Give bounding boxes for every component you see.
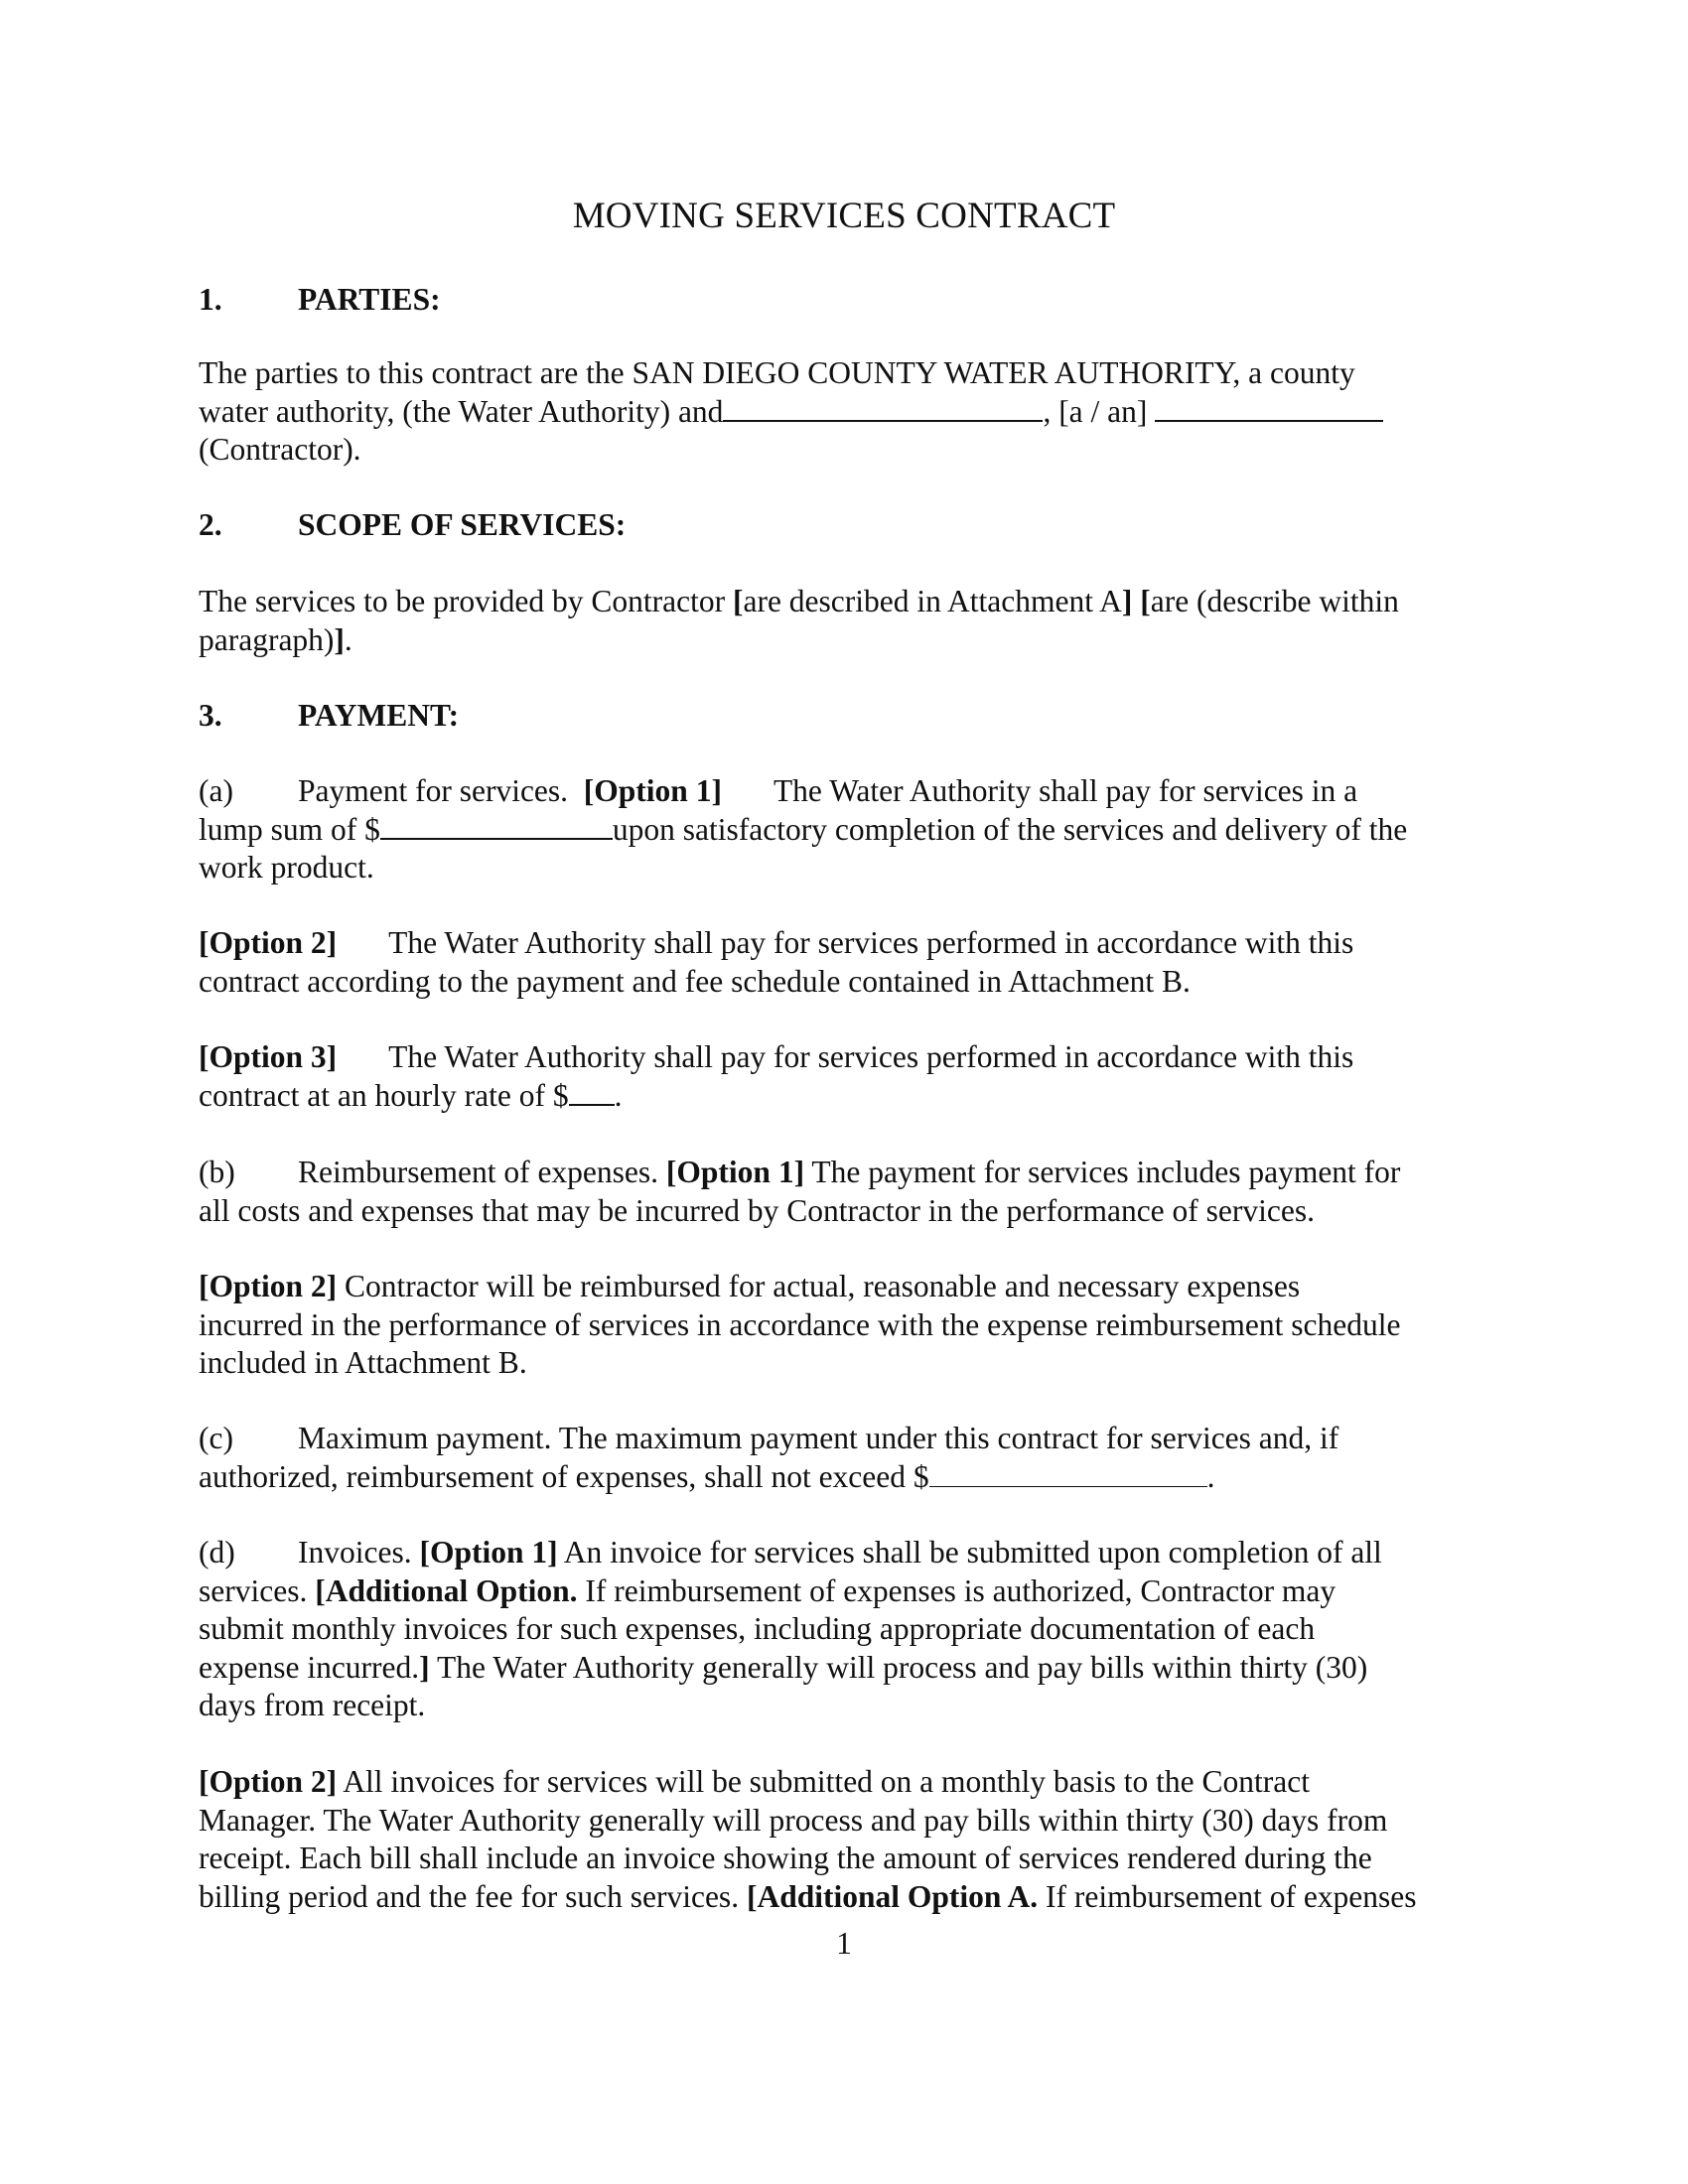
bracket: ] xyxy=(1121,584,1133,618)
payment-option-3 xyxy=(199,1038,1479,1115)
bracket: [ xyxy=(732,584,744,618)
hourly-rate-blank xyxy=(569,1078,615,1106)
text-run: The Water Authority generally will process and pay bills within thirty (30) xyxy=(436,1649,1368,1685)
text-run: services. xyxy=(199,1572,308,1608)
option-tag: [Option 1] xyxy=(419,1535,558,1570)
text-run: The Water Authority shall pay for services performed in accordance with this xyxy=(388,925,1354,960)
paragraph-line xyxy=(199,1154,1479,1192)
paragraph-line xyxy=(199,1038,1479,1077)
bracket: [ xyxy=(1140,584,1151,618)
paragraph-line xyxy=(199,1077,1479,1116)
paragraph-line xyxy=(199,1534,1479,1572)
page-number: 1 xyxy=(836,1926,852,1961)
maximum-payment-blank xyxy=(929,1460,1207,1487)
text-run: authorized, reimbursement of expenses, shall not exceed $ xyxy=(199,1458,929,1494)
text-run: Maximum payment. The maximum payment under this contract for services and, if xyxy=(298,1421,1339,1455)
payment-subsection-d xyxy=(199,1534,1479,1725)
option-tag: [Option 2] xyxy=(199,1269,338,1303)
paragraph-line: contract according to the payment and fee schedule contained in Attachment B. xyxy=(199,963,1191,999)
paragraph-line xyxy=(199,1763,1479,1802)
paragraph-line: all costs and expenses that may be incurred by Contractor in the performance of services. xyxy=(199,1192,1315,1228)
option-tag: [Option 1] xyxy=(665,1155,805,1189)
subsection-label: (d) xyxy=(199,1535,235,1570)
option-tag: [Additional Option. xyxy=(315,1572,578,1608)
text-run: , [a / an] xyxy=(1043,393,1148,429)
paragraph-line xyxy=(199,1649,1479,1688)
text-run: Contractor will be reimbursed for actual, reasonable and necessary expenses xyxy=(345,1269,1301,1303)
parties-paragraph xyxy=(199,354,1479,470)
paragraph-line xyxy=(199,811,1479,850)
paragraph-line xyxy=(199,1458,1479,1497)
paragraph-line: receipt. Each bill shall include an invoice showing the amount of services rendered during the xyxy=(199,1841,1372,1875)
text-run: . xyxy=(344,621,352,657)
text-run: The payment for services includes payment for xyxy=(811,1155,1401,1189)
text-run: Payment for services. xyxy=(298,773,569,808)
paragraph-line xyxy=(199,1268,1479,1306)
payment-subsection-a xyxy=(199,772,1479,887)
text-run: If reimbursement of expenses xyxy=(1046,1878,1417,1914)
option-tag: [Option 2] xyxy=(199,1764,338,1799)
paragraph-line: days from receipt. xyxy=(199,1688,426,1722)
scope-paragraph xyxy=(199,583,1479,659)
text-run: The Water Authority shall pay for services performed in accordance with this xyxy=(388,1039,1354,1074)
section-heading-scope xyxy=(199,506,626,545)
paragraph-line xyxy=(199,1878,1479,1917)
lump-sum-blank xyxy=(380,812,613,840)
text-run: The Water Authority shall pay for services in a xyxy=(773,773,1358,808)
section-title: SCOPE OF SERVICES: xyxy=(298,507,627,542)
section-heading-parties xyxy=(199,281,441,320)
paragraph-line: The parties to this contract are the SAN DIEGO COUNTY WATER AUTHORITY, a county xyxy=(199,355,1355,390)
text-run: are described in Attachment A xyxy=(743,584,1122,618)
paragraph-line xyxy=(199,1572,1479,1611)
paragraph-line xyxy=(199,393,1479,432)
paragraph-line: Manager. The Water Authority generally will process and pay bills within thirty (30) days from xyxy=(199,1802,1388,1838)
paragraph-line: work product. xyxy=(199,850,374,885)
text-run: upon satisfactory completion of the services and delivery of the xyxy=(612,811,1408,847)
text-run: . xyxy=(614,1077,623,1113)
document-title: MOVING SERVICES CONTRACT xyxy=(572,196,1116,236)
text-run: expense incurred. xyxy=(199,1649,420,1685)
contractor-type-blank xyxy=(1155,394,1383,422)
paragraph-line: (Contractor). xyxy=(199,432,361,467)
paragraph-line: submit monthly invoices for such expenses, including appropriate documentation of each xyxy=(199,1611,1316,1646)
paragraph-line xyxy=(199,772,1479,811)
paragraph-line: included in Attachment B. xyxy=(199,1345,527,1380)
bracket: ] xyxy=(419,1649,430,1685)
expenses-option-2 xyxy=(199,1268,1479,1383)
text-run: . xyxy=(1206,1458,1215,1494)
text-run: paragraph) xyxy=(199,621,335,657)
paragraph-line xyxy=(199,621,1479,660)
text-run: lump sum of $ xyxy=(199,811,380,847)
text-run: water authority, (the Water Authority) and xyxy=(199,393,724,429)
paragraph-line xyxy=(199,924,1479,963)
paragraph-line xyxy=(199,1420,1479,1458)
text-run: billing period and the fee for such services. xyxy=(199,1878,740,1914)
payment-subsection-b xyxy=(199,1154,1479,1230)
text-run: contract at an hourly rate of $ xyxy=(199,1077,569,1113)
subsection-label: (c) xyxy=(199,1421,233,1455)
subsection-label: (b) xyxy=(199,1155,235,1189)
option-tag: [Option 3] xyxy=(199,1039,338,1074)
text-run: The services to be provided by Contractor xyxy=(199,584,726,618)
section-number: 1. xyxy=(199,282,222,317)
bracket: ] xyxy=(334,621,345,657)
invoices-option-2 xyxy=(199,1763,1479,1916)
contractor-name-blank xyxy=(723,394,1043,422)
section-number: 2. xyxy=(199,507,222,542)
paragraph-line xyxy=(199,583,1479,621)
text-run: All invoices for services will be submitted on a monthly basis to the Contract xyxy=(343,1764,1310,1799)
payment-option-2 xyxy=(199,924,1479,1001)
option-tag: [Option 1] xyxy=(583,773,722,808)
text-run: Reimbursement of expenses. xyxy=(298,1155,659,1189)
section-heading-payment xyxy=(199,697,459,736)
section-number: 3. xyxy=(199,698,222,733)
text-run: An invoice for services shall be submitted upon completion of all xyxy=(563,1535,1382,1570)
section-title: PAYMENT: xyxy=(298,698,460,733)
text-run: Invoices. xyxy=(298,1535,412,1570)
section-title: PARTIES: xyxy=(298,282,441,317)
payment-subsection-c xyxy=(199,1420,1479,1496)
text-run: are (describe within xyxy=(1150,584,1399,618)
option-tag: [Option 2] xyxy=(199,925,338,960)
text-run: If reimbursement of expenses is authorized, Contractor may xyxy=(585,1572,1336,1608)
option-tag: [Additional Option A. xyxy=(746,1878,1039,1914)
subsection-label: (a) xyxy=(199,773,233,808)
paragraph-line: incurred in the performance of services in accordance with the expense reimbursement schedule xyxy=(199,1306,1401,1342)
